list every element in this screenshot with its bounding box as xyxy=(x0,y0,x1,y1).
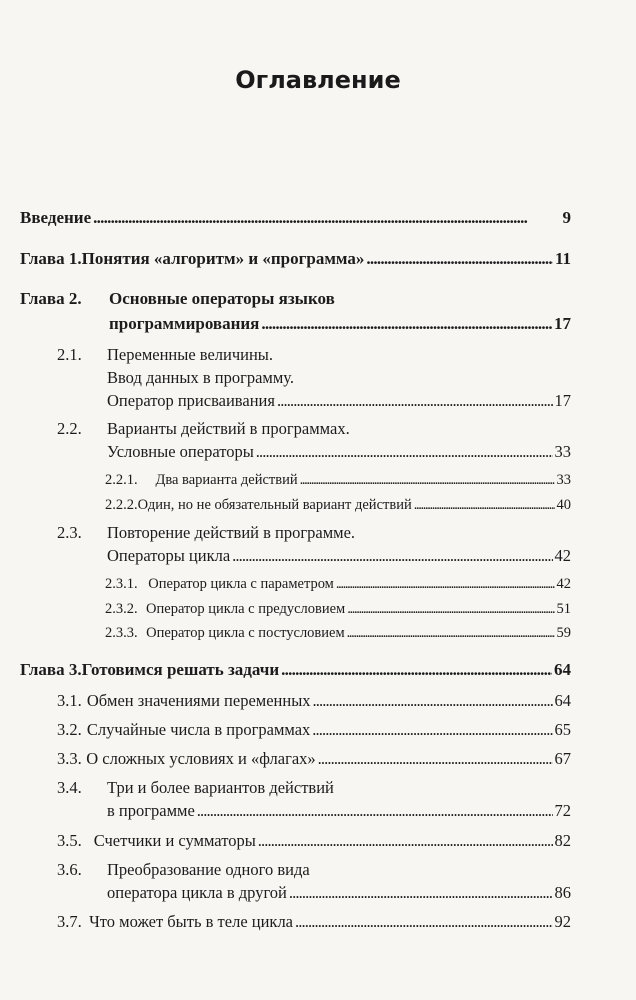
dot-leader xyxy=(347,621,555,645)
toc-entry-3-5[interactable] xyxy=(57,829,571,853)
entry-number: 2.1. xyxy=(57,345,82,364)
toc-entry-chapter-2-line2[interactable] xyxy=(109,312,571,336)
dot-leader xyxy=(313,689,553,713)
dot-leader xyxy=(289,881,553,905)
toc-entry-2-3-1[interactable] xyxy=(105,572,571,596)
toc-entry-2-3-2[interactable] xyxy=(105,597,571,621)
entry-number: 3.7. xyxy=(57,912,82,931)
toc-entry-2-1-line3[interactable] xyxy=(107,389,571,413)
entry-number: 2.3.2. xyxy=(105,601,138,617)
entry-number: 3.5. xyxy=(57,831,82,850)
entry-number: 2.3. xyxy=(57,523,82,542)
entry-label: Варианты действий в программах. xyxy=(107,419,350,438)
toc-entry-3-6-line1[interactable] xyxy=(57,858,571,882)
dot-leader xyxy=(336,572,555,596)
entry-label: Счетчики и сумматоры xyxy=(93,831,256,850)
entry-label: программирования xyxy=(109,314,260,333)
toc-entry-intro[interactable] xyxy=(20,206,571,230)
entry-label: Преобразование одного вида xyxy=(107,860,310,879)
entry-page: 33 xyxy=(556,472,571,488)
entry-label: Два варианта действий xyxy=(155,472,298,488)
entry-page: 82 xyxy=(554,831,571,850)
entry-label: Оператор цикла с постусловием xyxy=(146,625,345,641)
entry-page: 59 xyxy=(556,625,571,641)
entry-page: 40 xyxy=(556,497,571,513)
entry-label: Случайные числа в программах xyxy=(86,720,311,739)
entry-label: Оператор цикла с параметром xyxy=(148,576,334,592)
entry-page: 51 xyxy=(556,601,571,617)
toc-entry-2-2-2[interactable] xyxy=(105,493,571,517)
entry-label: Введение xyxy=(20,208,92,227)
dot-leader xyxy=(197,799,553,823)
toc-entry-3-3[interactable] xyxy=(57,747,571,771)
toc-entry-3-4-line1[interactable] xyxy=(57,776,571,800)
entry-number: 2.2.2. xyxy=(105,497,138,513)
entry-label: Ввод данных в программу. xyxy=(107,368,295,387)
entry-label: Условные операторы xyxy=(107,442,254,461)
entry-label: Три и более вариантов действий xyxy=(107,778,334,797)
toc-entry-3-2[interactable] xyxy=(57,718,571,742)
dot-leader xyxy=(414,493,555,517)
entry-label: Оператор цикла с предусловием xyxy=(146,601,346,617)
entry-page: 33 xyxy=(554,442,571,461)
dot-leader xyxy=(366,247,553,271)
entry-number: Глава 1. xyxy=(20,249,82,268)
entry-number: 3.3. xyxy=(57,749,82,768)
entry-page: 17 xyxy=(554,391,571,410)
dot-leader xyxy=(295,910,553,934)
toc-entry-chapter-2-line1[interactable] xyxy=(20,287,571,311)
entry-page: 64 xyxy=(554,660,571,679)
toc-entry-3-4-line2[interactable] xyxy=(107,799,571,823)
toc-entry-2-2-line2[interactable] xyxy=(107,440,571,464)
toc-entry-2-2-1[interactable] xyxy=(105,468,571,492)
dot-leader xyxy=(277,389,553,413)
entry-page: 42 xyxy=(556,576,571,592)
entry-page: 67 xyxy=(554,749,571,768)
dot-leader xyxy=(256,440,553,464)
entry-number: 3.6. xyxy=(57,860,82,879)
entry-number: Глава 2. xyxy=(20,289,82,308)
dot-leader xyxy=(300,468,555,492)
entry-number: 3.2. xyxy=(57,720,82,739)
entry-page: 86 xyxy=(554,883,571,902)
entry-label: Готовимся решать задачи xyxy=(81,660,280,679)
toc-entry-2-3-3[interactable] xyxy=(105,621,571,645)
toc-entry-chapter-3[interactable] xyxy=(20,658,571,682)
toc-entry-2-2-line1[interactable] xyxy=(57,417,571,441)
entry-page: 64 xyxy=(554,691,571,710)
dot-leader xyxy=(258,829,553,853)
dot-leader xyxy=(312,718,552,742)
entry-label: Операторы цикла xyxy=(107,546,231,565)
entry-number: 2.2.1. xyxy=(105,472,138,488)
entry-number: 2.2. xyxy=(57,419,82,438)
entry-label: О сложных условиях и «флагах» xyxy=(86,749,316,768)
entry-label: Повторение действий в программе. xyxy=(107,523,356,542)
entry-label: Оператор присваивания xyxy=(107,391,275,410)
entry-page: 17 xyxy=(554,314,571,333)
toc-entry-2-1-line1[interactable] xyxy=(57,343,571,367)
toc-entry-3-7[interactable] xyxy=(57,910,571,934)
entry-label: Обмен значениями переменных xyxy=(86,691,311,710)
entry-number: 3.1. xyxy=(57,691,82,710)
dot-leader xyxy=(281,658,552,682)
entry-number: 2.3.1. xyxy=(105,576,138,592)
toc-entry-chapter-1[interactable] xyxy=(20,247,571,271)
page-title: Оглавление xyxy=(235,66,401,94)
toc-entry-3-1[interactable] xyxy=(57,689,571,713)
entry-page: 65 xyxy=(554,720,571,739)
dot-leader xyxy=(93,206,560,230)
toc-entry-2-3-line2[interactable] xyxy=(107,544,571,568)
toc-entry-2-1-line2 xyxy=(107,366,571,390)
entry-label: Основные операторы языков xyxy=(109,289,335,308)
entry-page: 11 xyxy=(554,249,571,268)
entry-label: в программе xyxy=(107,801,195,820)
dot-leader xyxy=(318,747,553,771)
entry-page: 72 xyxy=(554,801,571,820)
entry-number: 2.3.3. xyxy=(105,625,138,641)
entry-page: 92 xyxy=(554,912,571,931)
dot-leader xyxy=(347,597,554,621)
entry-label: Понятия «алгоритм» и «программа» xyxy=(81,249,365,268)
entry-label: Что может быть в теле цикла xyxy=(89,912,293,931)
entry-label: Переменные величины. xyxy=(107,345,274,364)
entry-label: оператора цикла в другой xyxy=(107,883,287,902)
entry-label: Один, но не обязательный вариант действий xyxy=(137,497,412,513)
dot-leader xyxy=(261,312,552,336)
entry-number: 3.4. xyxy=(57,778,82,797)
toc-entry-2-3-line1[interactable] xyxy=(57,521,571,545)
dot-leader xyxy=(232,544,552,568)
entry-number: Глава 3. xyxy=(20,660,82,679)
entry-page: 9 xyxy=(562,208,571,227)
entry-page: 42 xyxy=(554,546,571,565)
toc-entry-3-6-line2[interactable] xyxy=(107,881,571,905)
